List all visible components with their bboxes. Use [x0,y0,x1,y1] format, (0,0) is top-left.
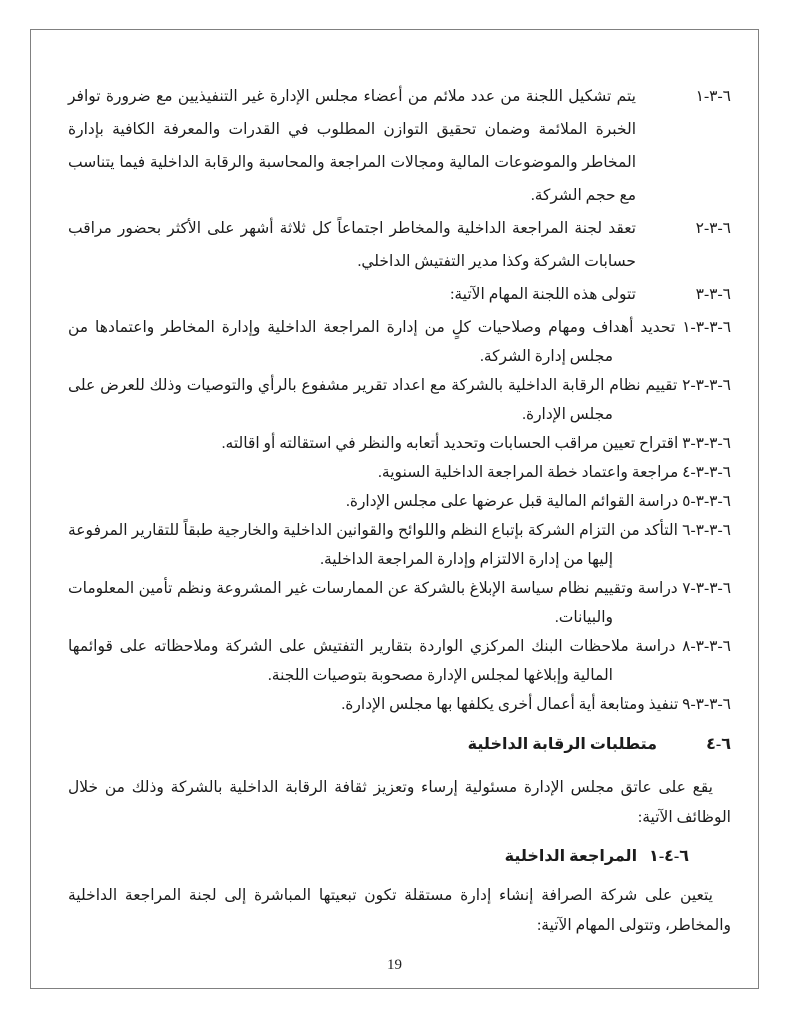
page-border-frame [30,29,759,989]
clause-number: ٦-٣-٣-٥ [682,493,731,510]
clause-number: ٦-٣-٣-٧ [682,580,732,597]
clause-number: ٦-٣-٣-٣ [682,435,731,452]
task-clause-8 [68,632,731,690]
clause-text: مراجعة واعتماد خطة المراجعة الداخلية السنوية. [378,464,679,481]
task-clause-9 [68,690,731,719]
clause-text: تتولى هذه اللجنة المهام الآتية: [450,286,636,303]
clause-number: ٦-٣-٣-١ [682,319,732,336]
section-heading-6-4-1 [68,843,689,871]
clause-text: تعقد لجنة المراجعة الداخلية والمخاطر اجتماعاً كل ثلاثة أشهر على الأكثر بحضور مراقب حسابات الشركة وكذا مدير التفتيش الداخلي. [68,220,636,270]
clause-text: التأكد من التزام الشركة بإتباع النظم واللوائح والقوانين الداخلية والخارجية طبقاً للتقارير المرفوعة إليها من إدارة الالتزام وإدارة المراجعة الداخلية. [68,522,678,568]
clause-text: دراسة ملاحظات البنك المركزي الواردة بتقارير التفتيش على الشركة وملاحظاته على قوائمها المالية وإبلاغها لمجلس الإدارة مصحوبة بتوصيات اللجنة. [68,638,676,684]
section-paragraph: يقع على عاتق مجلس الإدارة مسئولية إرساء وتعزيز ثقافة الرقابة الداخلية بالشركة وذلك من خلال الوظائف الآتية: [68,779,731,826]
clause-text: تنفيذ ومتابعة أية أعمال أخرى يكلفها بها مجلس الإدارة. [341,696,679,713]
clause-text: اقتراح تعيين مراقب الحسابات وتحديد أتعابه والنظر في استقالته أو اقالته. [221,435,679,452]
page-number: 19 [387,957,402,973]
section-number: ٦-٤-١ [649,848,689,865]
clause-number: ٦-٣-٣-٦ [682,522,731,539]
section-number: ٦-٤ [706,736,731,753]
task-clause-4 [68,458,731,487]
clause-number: ٦-٣-٣-٤ [682,464,731,481]
page-content [68,80,731,951]
clause-6-3-1 [68,80,731,212]
task-clause-6 [68,516,731,574]
task-clause-7 [68,574,731,632]
clause-number: ٦-٣-٣-٢ [682,377,731,394]
clause-text: دراسة القوائم المالية قبل عرضها على مجلس الإدارة. [345,493,679,510]
clause-number: ٦-٣-٢ [695,220,731,237]
task-clause-3 [68,429,731,458]
clause-number: ٦-٣-٣-٨ [682,638,731,655]
clause-text: تقييم نظام الرقابة الداخلية بالشركة مع اعداد تقرير مشفوع بالرأي والتوصيات وذلك للعرض على مجلس الإدارة. [68,377,678,423]
section-paragraph: يتعين على شركة الصرافة إنشاء إدارة مستقلة تكون تبعيتها المباشرة إلى لجنة المراجعة الداخلية والمخاطر، وتتولى المهام الآتية: [68,887,731,934]
clause-number: ٦-٣-٣ [695,286,731,303]
section-title: المراجعة الداخلية [504,848,638,865]
section-heading-6-4 [68,731,731,759]
task-clause-5 [68,487,731,516]
clause-6-3-2 [68,212,731,278]
section-title: متطلبات الرقابة الداخلية [467,736,657,753]
task-list [68,313,731,719]
clause-text: دراسة وتقييم نظام سياسة الإبلاغ بالشركة عن الممارسات غير المشروعة ونظم تأمين المعلومات والبيانات. [68,580,678,626]
clause-number: ٦-٣-١ [695,88,731,105]
clause-6-3-3 [68,278,731,311]
clause-number: ٦-٣-٣-٩ [682,696,731,713]
clause-text: يتم تشكيل اللجنة من عدد ملائم من أعضاء مجلس الإدارة غير التنفيذيين مع ضرورة توافر الخبرة الملائمة وضمان تحقيق التوازن المطلوب في القدرات والمعرفة الكافية بإدارة المخاطر والموضوعات المالية ومجالات المراجعة والمحاسبة والرقابة الداخلية فيما يتناسب مع حجم الشركة. [68,88,636,204]
task-clause-2 [68,371,731,429]
task-clause-1 [68,313,731,371]
clause-text: تحديد أهداف ومهام وصلاحيات كلٍ من إدارة المراجعة الداخلية وإدارة المخاطر واعتمادها من مجلس إدارة الشركة. [68,319,676,365]
